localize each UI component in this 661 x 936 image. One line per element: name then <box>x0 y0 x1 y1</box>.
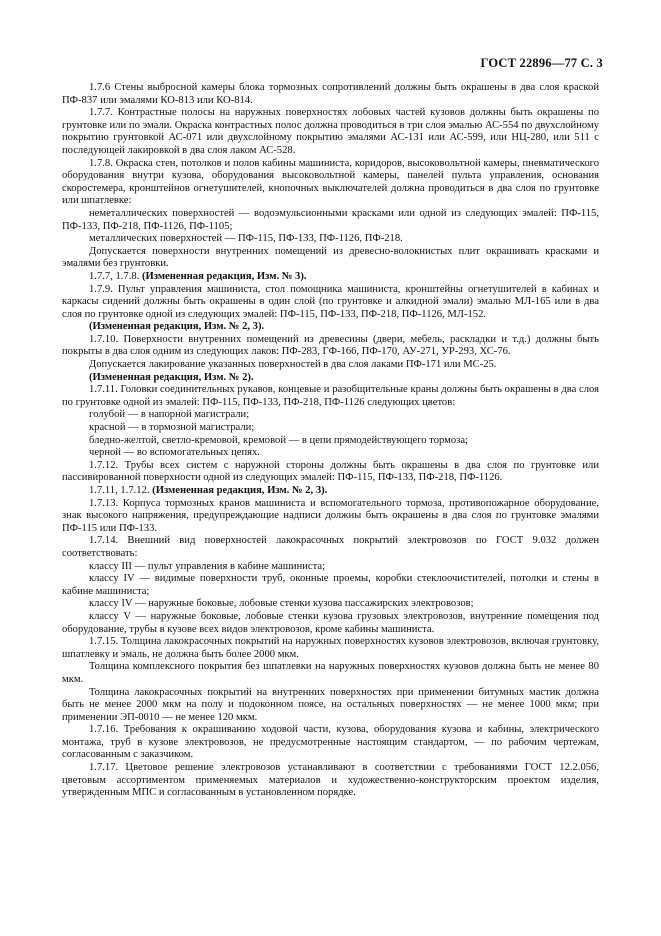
paragraph: неметаллических поверхностей — водоэмульсионными красками или одной из следующих эмалей: ПФ-115, ПФ-133, ПФ-218, ПФ-1126, ПФ-1105; <box>62 207 599 232</box>
paragraph: 1.7.6 Стены выбросной камеры блока тормозных сопротивлений должны быть окрашены в два слоя краской ПФ-837 или эмалями КО-813 или КО-814. <box>62 82 599 106</box>
paragraph: металлических поверхностей — ПФ-115, ПФ-133, ПФ-1126, ПФ-218. <box>89 233 403 245</box>
list-item: классу IV — видимые поверхности труб, оконные проемы, коробки стеклоочистителей, потолки и стены в кабине машиниста; <box>62 573 599 597</box>
paragraph: 1.7.7. Контрастные полосы на наружных поверхностях лобовых частей кузовов должны быть окрашены по грунтовке или по эмали. Окраска контрастных полос должна проводиться в три слоя эмалью АС-554 по двухслойному покрытию грунтовкой АС-071 или двухслойному покрытию эмалями АС-131 или АС-599, или НЦ-280, или 511 с последующей лакировкой в два слоя лаком АС-528. <box>62 107 599 156</box>
paragraph: 1.7.9. Пульт управления машиниста, стол помощника машиниста, кронштейны огнетушителей в кабинах и каркасы сидений должны быть окрашены в один слой (по грунтовке и алкидной эмали) эмалью МЛ-165 или в два слоя по грунтовке одной из следующих эмалей: ПФ-115, ПФ-133, ПФ-218, ПФ-1126, МЛ-152. <box>62 283 599 320</box>
list-item: бледно-желтой, светло-кремовой, кремовой — в цепи прямодействующего тормоза; <box>89 434 468 446</box>
paragraph: 1.7.13. Корпуса тормозных кранов машиниста и вспомогательного тормоза, противопожарное оборудование, знак высокого напряжения, предупреждающие надписи должны быть окрашены в два слоя по грунтовке эмалями ПФ-115 или ПФ-133. <box>62 497 599 534</box>
page-header: ГОСТ 22896—77 С. 3 <box>480 56 603 70</box>
paragraph: 1.7.10. Поверхности внутренних помещений из древесины (двери, мебель, раскладки и т.д.) должны быть покрыты в два слоя одним из следующих лаков: ПФ-283, ГФ-166, ПФ-170, АУ-271, УР-293, ХС-76. <box>62 333 599 358</box>
paragraph: Толщина комплексного покрытия без шпатлевки на наружных поверхностях кузовов должна быть не менее 80 мкм. <box>62 661 599 685</box>
amendment-note: 1.7.7, 1.7.8. (Измененная редакция, Изм. № 3). <box>89 270 307 282</box>
paragraph: 1.7.8. Окраска стен, потолков и полов кабины машиниста, коридоров, высоковольтной камеры, пневматического оборудования внутри кузова, оборудования высоковольтной камеры, панелей пульта управления, основания скоростемера, кронштейнов огнетушителей, кнопочных выключателей должна проводиться в два слоя по грунтовке или шпатлевке: <box>62 157 599 207</box>
amendment-note: (Измененная редакция, Изм. № 2). <box>89 371 254 383</box>
amendment-note: 1.7.11, 1.7.12. (Измененная редакция, Изм. № 2, 3). <box>89 485 328 496</box>
list-item: классу IV — наружные боковые, лобовые стенки кузова пассажирских электровозов; <box>89 598 474 610</box>
paragraph: 1.7.16. Требования к окрашиванию ходовой части, кузова, оборудования кузова и кабины, электрического монтажа, труб в кузове электровозов, не предусмотренные настоящим стандартом, — по рабочим чертежам, согласованным с заказчиком. <box>62 724 599 761</box>
paragraph: Допускается поверхности внутренних помещений из древесно-волокнистых плит окрашивать красками и эмалями без грунтовки. <box>62 245 599 270</box>
list-item: классу V — наружные боковые, лобовые стенки кузова грузовых электровозов, внутренние помещения под оборудование, трубы в кузове всех видов электровозов, кроме кабины машиниста. <box>62 610 599 635</box>
paragraph: 1.7.12. Трубы всех систем с наружной стороны должны быть окрашены в два слоя по грунтовке или пассивированной поверхности одной из следующих эмалей: ПФ-115, ПФ-133, ПФ-218, ПФ-1126. <box>62 459 599 484</box>
paragraph: Толщина лакокрасочных покрытий на внутренних поверхностях при применении битумных мастик должна быть не менее 2000 мкм на полу и подоконном поясе, на остальных поверхностях — не менее 1000 мкм; при применении ЭП-0010 — не менее 120 мкм. <box>62 686 599 723</box>
paragraph: 1.7.11. Головки соединительных рукавов, концевые и разобщительные краны должны быть окрашены в два слоя по грунтовке одной из эмалей: ПФ-115, ПФ-133, ПФ-218, ПФ-1126 следующих цветов: <box>62 384 599 408</box>
amendment-note: (Измененная редакция, Изм. № 2, 3). <box>89 321 265 333</box>
list-item: красной — в тормозной магистрали; <box>89 422 255 434</box>
paragraph: Допускается лакирование указанных поверхностей в два слоя лаками ПФ-171 или МС-25. <box>89 359 497 371</box>
list-item: голубой — в напорной магистрали; <box>89 409 250 421</box>
paragraph: 1.7.15. Толщина лакокрасочных покрытий на наружных поверхностях кузовов электровозов, включая грунтовку, шпатлевку и эмаль, не должна быть более 2000 мкм. <box>62 636 599 660</box>
paragraph: 1.7.17. Цветовое решение электровозов устанавливают в соответствии с требованиями ГОСТ 12.2.056, цветовым ассортиментом применяемых материалов и художественно-конструкторским проектом изделия, утвержденным МПС и согласованным в установленном порядке. <box>62 762 599 799</box>
list-item: черной — во вспомогательных цепях. <box>89 447 260 459</box>
document-body <box>62 82 599 800</box>
paragraph: 1.7.14. Внешний вид поверхностей лакокрасочных покрытий электровозов по ГОСТ 9.032 должен соответствовать: <box>62 535 599 559</box>
list-item: классу III — пульт управления в кабине машиниста; <box>89 560 326 572</box>
